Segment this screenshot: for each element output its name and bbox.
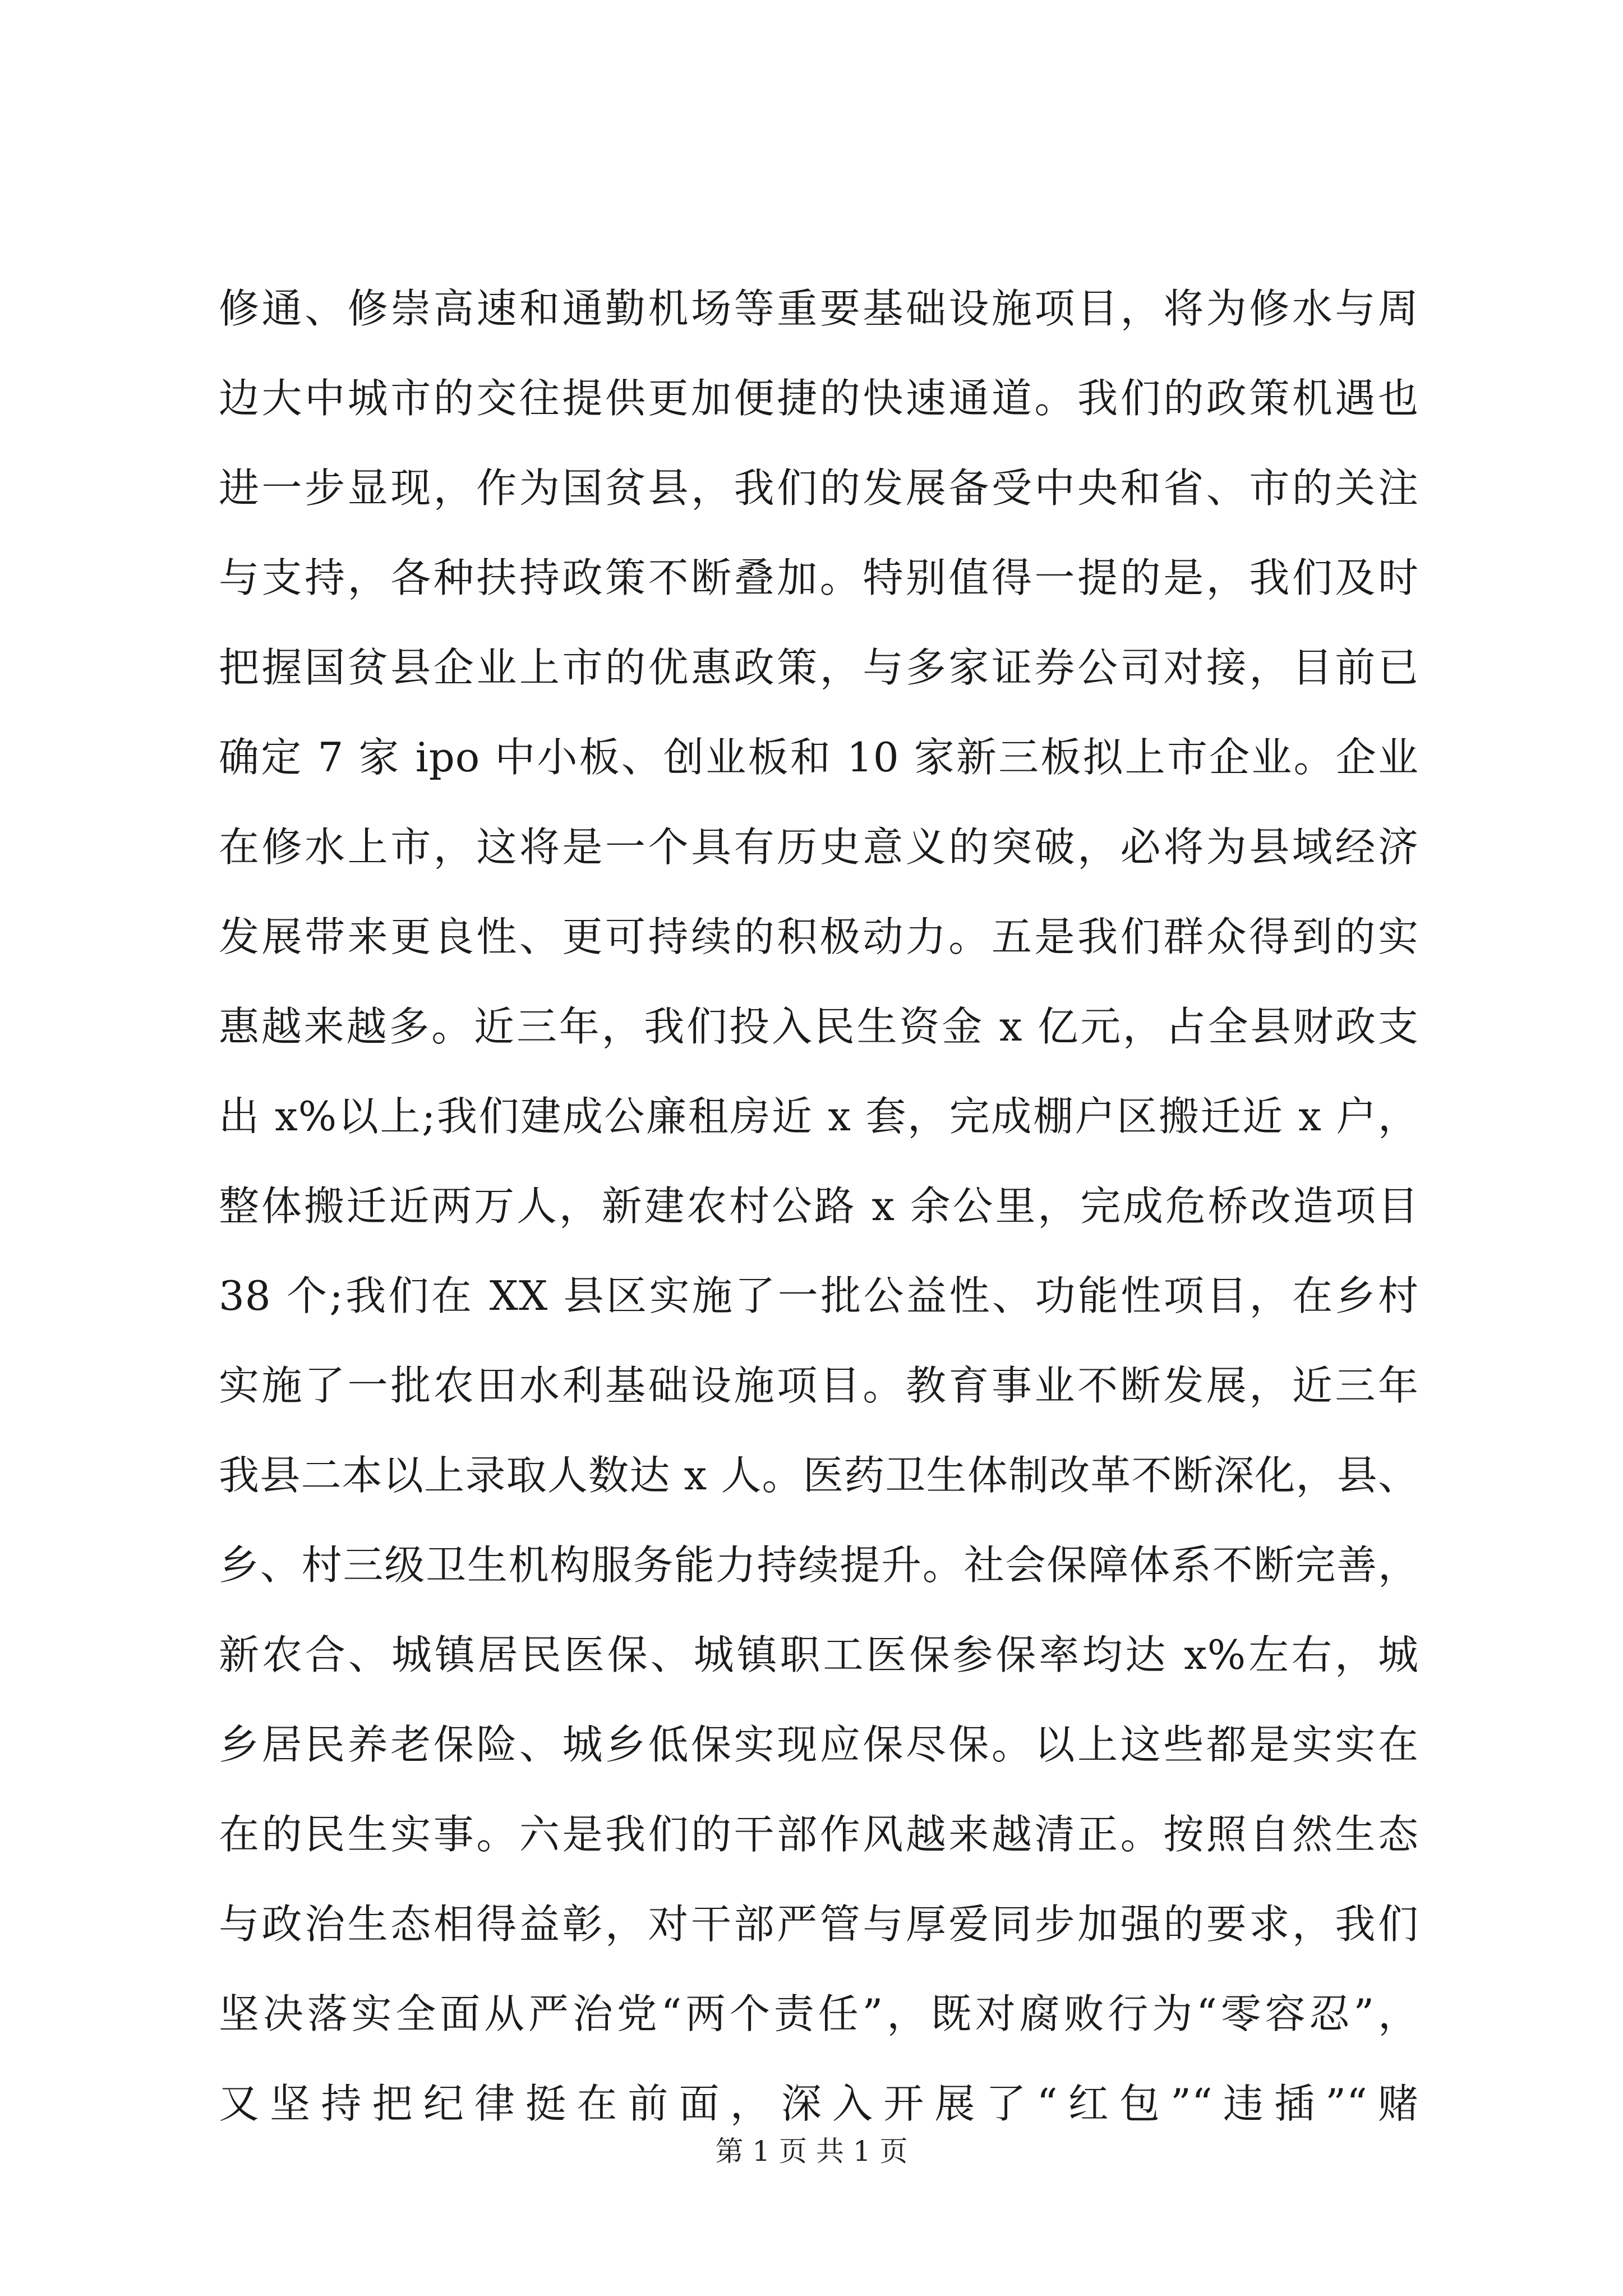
text-line: 又坚持把纪律挺在前面，深入开展了“红包”“违插”“赌 — [219, 2080, 1419, 2127]
text-line: 坚决落实全面从严治党“两个责任”，既对腐败行为“零容忍”， — [219, 1990, 1419, 2037]
text-line: 惠越来越多。近三年，我们投入民生资金 x 亿元，占全县财政支 — [219, 1003, 1419, 1050]
text-line: 新农合、城镇居民医保、城镇职工医保参保率均达 x%左右，城 — [219, 1631, 1419, 1678]
text-line: 整体搬迁近两万人，新建农村公路 x 余公里，完成危桥改造项目 — [219, 1182, 1419, 1230]
text-line: 与支持，各种扶持政策不断叠加。特别值得一提的是，我们及时 — [219, 554, 1419, 601]
page-footer: 第 1 页 共 1 页 — [715, 2135, 908, 2168]
text-line: 38 个;我们在 XX 县区实施了一批公益性、功能性项目，在乡村 — [219, 1272, 1419, 1319]
text-line: 确定 7 家 ipo 中小板、创业板和 10 家新三板拟上市企业。企业 — [219, 734, 1419, 781]
text-line: 修通、修崇高速和通勤机场等重要基础设施项目，将为修水与周 — [219, 285, 1419, 332]
text-line: 我县二本以上录取人数达 x 人。医药卫生体制改革不断深化，县、 — [219, 1452, 1419, 1499]
text-line: 与政治生态相得益彰，对干部严管与厚爱同步加强的要求，我们 — [219, 1901, 1419, 1948]
text-line: 发展带来更良性、更可持续的积极动力。五是我们群众得到的实 — [219, 913, 1419, 960]
body-text — [219, 264, 1419, 2148]
text-line: 在的民生实事。六是我们的干部作风越来越清正。按照自然生态 — [219, 1811, 1419, 1858]
text-line: 实施了一批农田水利基础设施项目。教育事业不断发展，近三年 — [219, 1362, 1419, 1409]
text-line: 进一步显现，作为国贫县，我们的发展备受中央和省、市的关注 — [219, 464, 1419, 512]
text-line: 乡、村三级卫生机构服务能力持续提升。社会保障体系不断完善， — [219, 1542, 1419, 1589]
text-line: 边大中城市的交往提供更加便捷的快速通道。我们的政策机遇也 — [219, 375, 1419, 422]
text-line: 把握国贫县企业上市的优惠政策，与多家证券公司对接，目前已 — [219, 644, 1419, 691]
text-line: 在修水上市，这将是一个具有历史意义的突破，必将为县域经济 — [219, 823, 1419, 871]
text-line: 出 x%以上;我们建成公廉租房近 x 套，完成棚户区搬迁近 x 户， — [219, 1093, 1419, 1140]
text-line: 乡居民养老保险、城乡低保实现应保尽保。以上这些都是实实在 — [219, 1721, 1419, 1768]
